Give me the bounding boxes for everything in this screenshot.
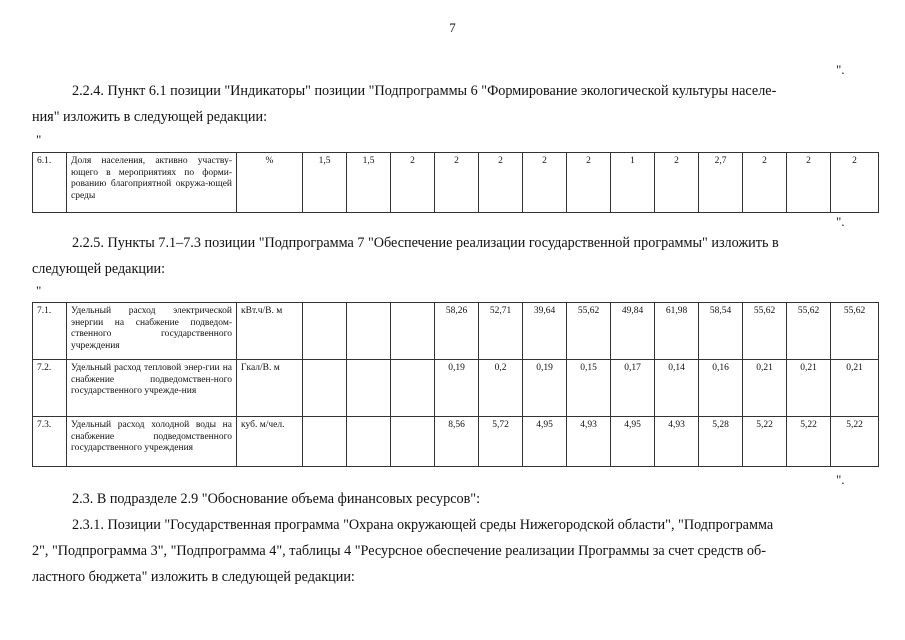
value-cell: 5,22 — [831, 417, 879, 467]
table-row — [33, 303, 879, 360]
value-cell: 2 — [479, 153, 523, 213]
indicator-name: Удельный расход электрической энергии на снабжение подведом-ственного государственного учреждения — [67, 303, 237, 360]
closing-quote: ". — [836, 214, 845, 229]
opening-quote: " — [36, 132, 42, 147]
indicator-name: Удельный расход тепловой энер-гии на снабжение подведомствен-ного государственного учрежде-ния — [67, 360, 237, 417]
row-number: 7.2. — [33, 360, 67, 417]
value-cell: 0,19 — [435, 360, 479, 417]
row-number: 7.1. — [33, 303, 67, 360]
paragraph-2-2-4-line-1: 2.2.4. Пункт 6.1 позиции "Индикаторы" позиции "Подпрограммы 6 "Формирование экологической культуры населе- — [72, 83, 777, 99]
unit-cell: кВт.ч/В. м — [237, 303, 303, 360]
page-number: 7 — [449, 20, 456, 35]
value-cell — [347, 360, 391, 417]
unit-cell: Гкал/В. м — [237, 360, 303, 417]
value-cell — [347, 417, 391, 467]
unit-cell: % — [237, 153, 303, 213]
table-row — [33, 153, 879, 213]
value-cell: 2 — [831, 153, 879, 213]
value-cell — [303, 417, 347, 467]
value-cell — [391, 417, 435, 467]
unit-cell: куб. м/чел. — [237, 417, 303, 467]
value-cell: 0,2 — [479, 360, 523, 417]
value-cell: 4,95 — [523, 417, 567, 467]
paragraph-2-3-1-line-2: 2", "Подпрограмма 3", "Подпрограмма 4", таблицы 4 "Ресурсное обеспечение реализации Программы за счет средств об- — [32, 543, 766, 559]
value-cell: 55,62 — [567, 303, 611, 360]
table-row — [33, 417, 879, 467]
value-cell: 5,22 — [787, 417, 831, 467]
value-cell: 2 — [435, 153, 479, 213]
value-cell: 1,5 — [303, 153, 347, 213]
paragraph-2-2-4-line-2: ния" изложить в следующей редакции: — [32, 109, 268, 125]
value-cell: 5,72 — [479, 417, 523, 467]
value-cell: 0,17 — [611, 360, 655, 417]
value-cell: 0,15 — [567, 360, 611, 417]
paragraph-2-3-1-line-3: ластного бюджета" изложить в следующей редакции: — [32, 569, 355, 585]
value-cell: 58,54 — [699, 303, 743, 360]
value-cell: 2,7 — [699, 153, 743, 213]
value-cell: 0,21 — [743, 360, 787, 417]
value-cell: 0,21 — [787, 360, 831, 417]
value-cell: 5,22 — [743, 417, 787, 467]
value-cell: 8,56 — [435, 417, 479, 467]
indicator-table-6 — [32, 152, 879, 213]
indicator-name: Доля населения, активно участву-ющего в мероприятиях по форми-рованию благоприятной окружа-ющей среды — [67, 153, 237, 213]
value-cell: 2 — [743, 153, 787, 213]
value-cell: 4,93 — [655, 417, 699, 467]
paragraph-2-2-5-line-2: следующей редакции: — [32, 261, 166, 277]
value-cell — [391, 360, 435, 417]
value-cell: 39,64 — [523, 303, 567, 360]
value-cell — [303, 360, 347, 417]
value-cell: 4,93 — [567, 417, 611, 467]
value-cell: 2 — [391, 153, 435, 213]
value-cell: 2 — [567, 153, 611, 213]
value-cell: 55,62 — [787, 303, 831, 360]
table-row — [33, 360, 879, 417]
opening-quote: " — [36, 283, 42, 298]
value-cell — [391, 303, 435, 360]
value-cell: 49,84 — [611, 303, 655, 360]
value-cell: 2 — [787, 153, 831, 213]
value-cell: 2 — [655, 153, 699, 213]
value-cell: 4,95 — [611, 417, 655, 467]
value-cell — [347, 303, 391, 360]
value-cell: 0,21 — [831, 360, 879, 417]
value-cell — [303, 303, 347, 360]
value-cell: 55,62 — [831, 303, 879, 360]
paragraph-2-3-1-line-1: 2.3.1. Позиции "Государственная программа "Охрана окружающей среды Нижегородской области", "Подпрограмма — [72, 517, 774, 533]
value-cell: 61,98 — [655, 303, 699, 360]
value-cell: 1,5 — [347, 153, 391, 213]
value-cell: 0,19 — [523, 360, 567, 417]
indicator-name: Удельный расход холодной воды на снабжение подведомственного государственного учреждения — [67, 417, 237, 467]
value-cell: 52,71 — [479, 303, 523, 360]
value-cell: 2 — [523, 153, 567, 213]
closing-quote: ". — [836, 62, 845, 77]
value-cell: 55,62 — [743, 303, 787, 360]
value-cell: 0,16 — [699, 360, 743, 417]
indicator-table-7 — [32, 302, 879, 467]
value-cell: 58,26 — [435, 303, 479, 360]
paragraph-2-3: 2.3. В подразделе 2.9 "Обоснование объема финансовых ресурсов": — [72, 491, 481, 507]
value-cell: 5,28 — [699, 417, 743, 467]
value-cell: 1 — [611, 153, 655, 213]
value-cell: 0,14 — [655, 360, 699, 417]
row-number: 6.1. — [33, 153, 67, 213]
row-number: 7.3. — [33, 417, 67, 467]
paragraph-2-2-5-line-1: 2.2.5. Пункты 7.1–7.3 позиции "Подпрограмма 7 "Обеспечение реализации государственной программы" изложить в — [72, 235, 779, 251]
closing-quote: ". — [836, 472, 845, 487]
